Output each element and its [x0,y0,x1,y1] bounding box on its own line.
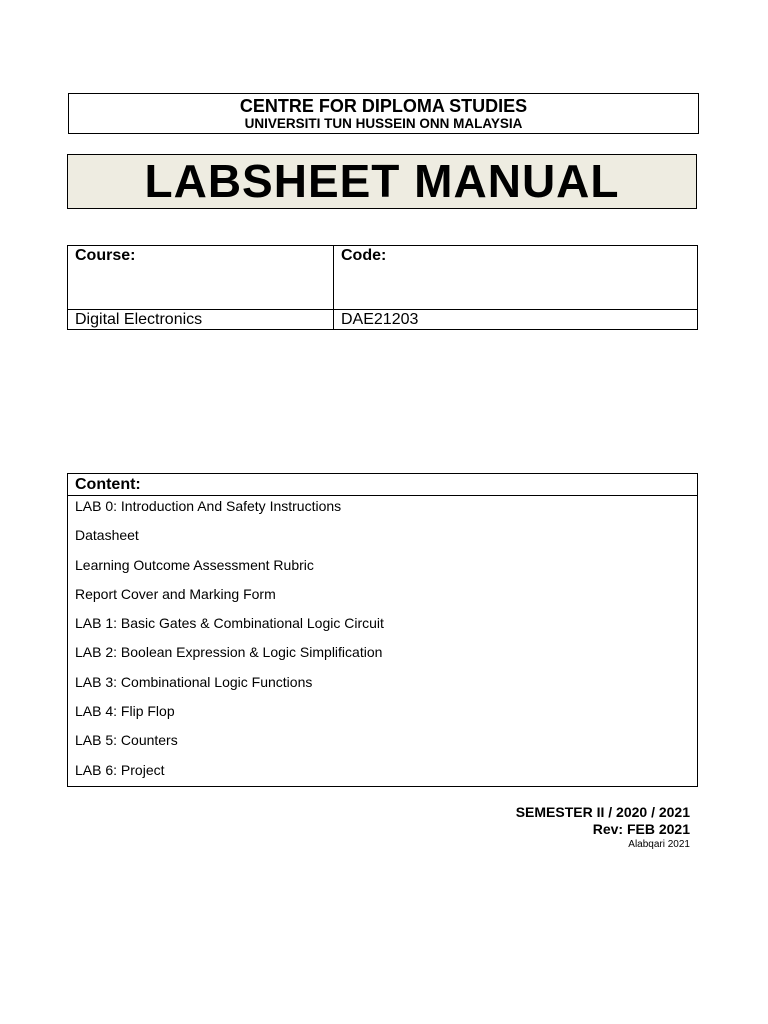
university-name: UNIVERSITI TUN HUSSEIN ONN MALAYSIA [244,116,523,131]
course-table-header-row [68,246,698,310]
list-item: Learning Outcome Assessment Rubric [75,556,314,573]
semester-text: SEMESTER II / 2020 / 2021 [515,804,690,820]
list-item: Datasheet [75,527,139,544]
list-item: LAB 3: Combinational Logic Functions [75,673,313,690]
course-table-value-row [68,310,698,330]
institution-header [68,93,699,134]
list-item: Report Cover and Marking Form [75,585,276,602]
author-text: Alabqari 2021 [628,839,690,850]
manual-title-box [67,154,697,209]
code-value: DAE21203 [334,310,698,330]
list-item: LAB 0: Introduction And Safety Instructions [75,498,342,514]
footer [516,804,690,852]
content-label: Content: [68,474,697,496]
course-label: Course: [68,246,334,310]
course-value: Digital Electronics [68,310,334,330]
content-box [67,473,698,787]
list-item: LAB 6: Project [75,761,165,778]
revision-text: Rev: FEB 2021 [592,821,690,837]
list-item: LAB 2: Boolean Expression & Logic Simplification [75,644,383,661]
code-label: Code: [334,246,698,310]
manual-title: LABSHEET MANUAL [144,155,620,207]
list-item: LAB 1: Basic Gates & Combinational Logic Circuit [75,615,384,632]
course-table [67,245,698,330]
centre-title: CENTRE FOR DIPLOMA STUDIES [239,96,528,116]
list-item: LAB 5: Counters [75,732,178,749]
list-item: LAB 4: Flip Flop [75,703,175,720]
content-list [68,496,697,789]
